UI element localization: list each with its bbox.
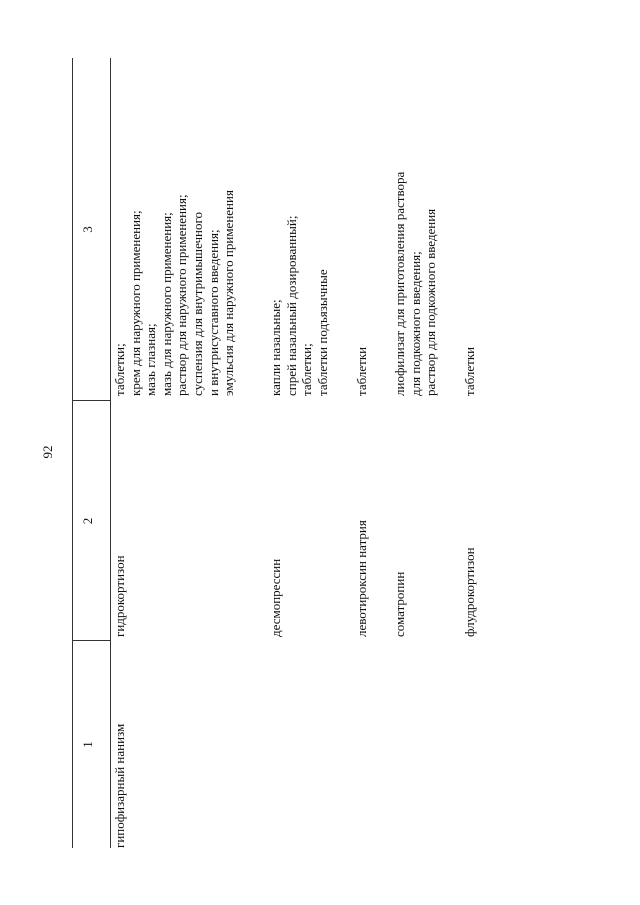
drug-name: десмопрессин — [268, 558, 283, 637]
drug-name: соматропин — [392, 571, 407, 637]
dosage-form-line: капли назальные; — [268, 299, 283, 396]
dosage-forms — [462, 347, 478, 396]
header-col-1: 1 — [80, 741, 95, 748]
dosage-forms — [112, 190, 237, 396]
dosage-form-line: лиофилизат для приготовления раствора — [392, 171, 407, 396]
header-col-3: 3 — [80, 226, 95, 233]
drug-name: гидрокортизон — [112, 555, 127, 637]
dosage-form-line: раствор для подкожного введения — [423, 208, 439, 396]
dosage-forms — [392, 172, 439, 396]
medication-table — [72, 58, 592, 848]
dosage-forms — [354, 347, 370, 396]
dosage-form-line: таблетки подъязычные — [314, 269, 330, 396]
page-number: 92 — [40, 445, 55, 459]
dosage-form-line: эмульсия для наружного применения — [221, 190, 237, 396]
dosage-form-line: раствор для наружного применения; — [174, 194, 190, 396]
dosage-form-line: и внутрисуставного введения; — [205, 229, 221, 396]
dosage-forms — [268, 216, 330, 396]
drug-name: левотироксин натрия — [354, 520, 369, 637]
dosage-form-line: для подкожного введения; — [407, 251, 423, 396]
dosage-form-line: мазь глазная; — [143, 323, 159, 396]
dosage-form-line: таблетки; — [112, 343, 127, 396]
dosage-form-line: мазь для наружного применения; — [158, 212, 174, 396]
dosage-form-line: спрей назальный дозированный; — [283, 215, 299, 396]
dosage-form-line: таблетки — [354, 346, 369, 396]
header-col-2: 2 — [80, 517, 95, 525]
dosage-form-line: суспензия для внутримышечного — [189, 211, 205, 396]
group-cell: гипофизарный нанизм — [112, 723, 127, 848]
dosage-form-line: таблетки; — [299, 343, 315, 396]
dosage-form-line: крем для наружного применения; — [127, 210, 143, 396]
table-header-row — [72, 58, 111, 848]
dosage-form-line: таблетки — [462, 346, 477, 396]
drug-name: флудрокортизон — [462, 547, 477, 637]
